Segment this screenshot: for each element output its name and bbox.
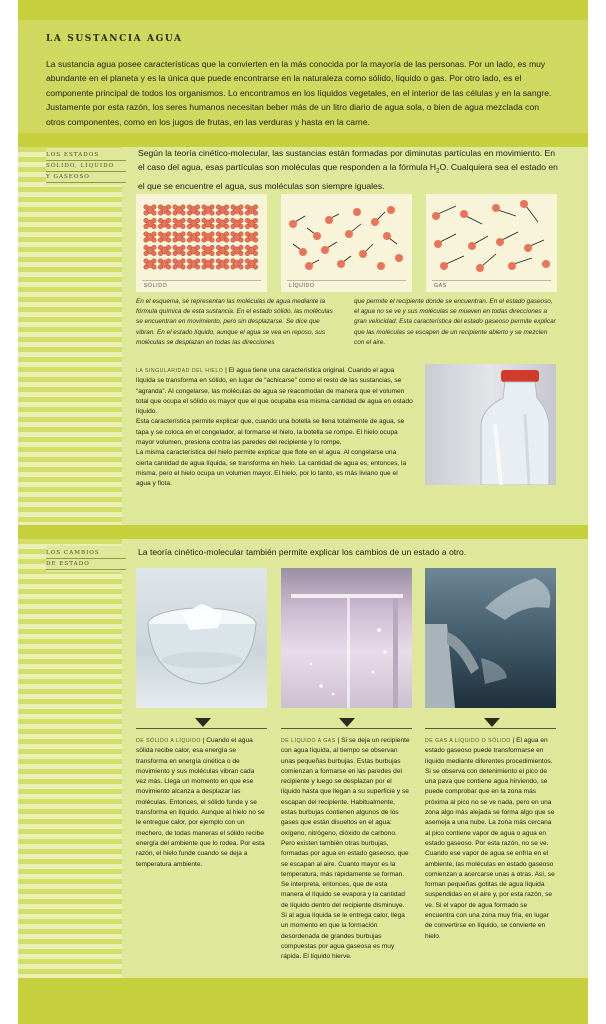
gas-diagram xyxy=(426,194,557,292)
bottle-illustration xyxy=(425,364,556,485)
solid-molecules xyxy=(136,194,267,278)
top-band xyxy=(18,0,588,20)
boiling-water-photo xyxy=(281,568,412,708)
intro-paragraph: La sustancia agua posee características que la convierten en la más conocida por la mayoría de las personas. Por un lado, es muy abundante en el planeta y es la única que puede encontrarse en la naturaleza como sólido, líquido o gas. Por otro lado, es el componente principal de todos los organismos. Lo encontramos en los líquidos vegetales, en el interior de las células y en la sangre. Justamente por esta razón, los seres humanos necesitan beber más de un litro diario de agua sola, o bien de agua mezclada con otros componentes, como en los jugos de frutas, en las verduras y hasta en la carne. xyxy=(46,59,552,127)
changes-lead: La teoría cinético-molecular también permite explicar los cambios de un estado a otro. xyxy=(138,547,467,557)
solid-diagram xyxy=(136,194,267,292)
molecule xyxy=(158,245,170,255)
molecule xyxy=(173,232,185,242)
molecule xyxy=(187,232,199,242)
ice-bowl-illustration xyxy=(136,568,267,708)
molecule xyxy=(144,245,156,255)
molecule xyxy=(202,205,214,215)
molecule xyxy=(245,259,257,269)
section-divider xyxy=(18,525,588,539)
gas-molecules xyxy=(426,194,557,278)
liquid-molecules xyxy=(281,194,412,278)
gas-label: GAS xyxy=(434,283,447,289)
molecule xyxy=(216,232,228,242)
molecule xyxy=(187,245,199,255)
side-stripes xyxy=(18,539,122,978)
molecule xyxy=(216,205,228,215)
molecule xyxy=(231,218,243,228)
liquid-to-gas-kicker: DE LÍQUIDO A GAS xyxy=(281,738,336,744)
kettle-illustration xyxy=(425,568,556,708)
molecule xyxy=(144,218,156,228)
section-label-states: LOS ESTADOS SÓLIDO, LÍQUIDO Y GASEOSO xyxy=(46,148,126,185)
molecule xyxy=(231,245,243,255)
states-lead: Según la teoría cinético-molecular, las sustancias están formadas por diminutas partículas en movimiento. En el caso del agua, esas partículas son moléculas que responden a la fórmula $H_2O$. Cualquiera sea el estado en el que se encuentre el agua, sus moléculas son siempre iguales. xyxy=(138,148,558,191)
molecule xyxy=(158,205,170,215)
solid-label: SÓLIDO xyxy=(144,283,168,289)
ice-singularity-text: LA SINGULARIDAD DEL HIELO | El agua tiene una característica original. Cuando el agua líquida se transforma en sólido, en lugar de “achicarse” como el resto de las sustancias, se “agranda”. Al congelarse, las moléculas de agua se reacomodan de manera que el volumen total que ocupa el sólido es mayor que el que ocupaba esa misma cantidad de agua en estado líquido. Esta característica permite explicar que, cuando una botella se llena totalmente de agua, se tapa y se coloca en el congelador, al formarse el hielo, la botella se rompe. El hielo ocupa mayor volumen, presiona contra las paredes del recipiente y lo rompe. La misma característica del hielo permite explicar que flote en el agua. Al congelarse una cierta cantidad de agua líquida, se transforma en hielo. La cantidad de agua es, entonces, la misma, pero el hielo ocupa un volumen mayor. El hielo, por lo tanto, es más liviano que el agua y flota. xyxy=(136,367,413,488)
molecule xyxy=(173,259,185,269)
textbook-page xyxy=(18,0,588,1024)
molecule xyxy=(231,205,243,215)
molecule xyxy=(144,232,156,242)
molecule xyxy=(202,218,214,228)
side-stripes xyxy=(18,147,122,525)
molecule xyxy=(173,245,185,255)
molecule xyxy=(202,232,214,242)
liquid-diagram xyxy=(281,194,412,292)
molecule xyxy=(187,259,199,269)
arrow-down-icon xyxy=(195,718,211,727)
liquid-to-gas-text: DE LÍQUIDO A GAS | Si se deja un recipiente con agua líquida, al tiempo se observan unas pequeñas burbujas. Estas burbujas comienzan a formarse en las paredes del recipiente y luego se desplazan por el líquido hasta que llegan a su superficie y se escapan del recipiente. Habitualmente, estas burbujas contienen algunos de los gases que están disueltos en el agua: oxígeno, nitrógeno, dióxido de carbono. Pero existen también otras burbujas, formadas por agua en estado gaseoso, que se escapan al aire. Cuanto mayor es la temperatura, más rápidamente se forman. Se interpreta, entonces, que de esta manera el líquido se evapora y la cantidad de líquido dentro del recipiente disminuye. Si al agua líquida se le entrega calor, llega un momento en que la formación desordenada de grandes burbujas compuestas por agua gaseosa es muy rápida. El líquido hierve. xyxy=(281,737,410,961)
molecule xyxy=(173,218,185,228)
bubbles-illustration xyxy=(281,568,412,708)
molecule xyxy=(173,205,185,215)
molecule xyxy=(202,259,214,269)
frozen-bottle-photo xyxy=(425,364,556,485)
intro-section xyxy=(18,20,588,133)
molecule xyxy=(245,218,257,228)
ice-kicker: LA SINGULARIDAD DEL HIELO xyxy=(136,368,224,374)
molecule xyxy=(158,259,170,269)
molecule xyxy=(216,245,228,255)
molecule xyxy=(158,232,170,242)
arrow-down-icon xyxy=(484,718,500,727)
gas-to-liquid-kicker: DE GAS A LÍQUIDO O SÓLIDO xyxy=(425,738,511,744)
molecule xyxy=(216,259,228,269)
solid-to-liquid-text: DE SÓLIDO A LÍQUIDO | Cuando el agua sólida recibe calor, esa energía se transforma en energía cinética o de movimiento y sus moléculas vibran cada vez más. Llega un momento en que ese movimiento alcanza a desplazar las moléculas. Entonces, el sólido funde y se transforma en líquido. Aunque al hielo no se le entregue calor, por ejemplo con un mechero, de todas maneras el sólido recibe energía del ambiente que lo rodea. Por esta razón, el hielo funde cuando se deja a temperatura ambiente. xyxy=(136,737,265,868)
molecule xyxy=(187,218,199,228)
molecule xyxy=(144,205,156,215)
molecule xyxy=(202,245,214,255)
page-title: LA SUSTANCIA AGUA xyxy=(46,34,183,44)
molecule xyxy=(245,205,257,215)
arrow-down-icon xyxy=(339,718,355,727)
section-divider xyxy=(18,133,588,147)
liquid-label: LÍQUIDO xyxy=(289,283,315,289)
melting-ice-photo xyxy=(136,568,267,708)
molecule xyxy=(216,218,228,228)
diagram-caption-left: En el esquema, se representan las moléculas de agua mediante la fórmula química de esta sustancia. En el estado sólido, las moléculas se encuentran en movimiento, pero sin desplazarse. Se dice que vibran. En el estado líquido, aunque el agua se vea en reposo, sus moléculas se desplazan en todas las direcciones xyxy=(136,298,333,346)
molecule xyxy=(187,205,199,215)
molecule xyxy=(231,232,243,242)
solid-to-liquid-kicker: DE SÓLIDO A LÍQUIDO xyxy=(136,738,201,744)
molecule xyxy=(245,245,257,255)
section-label-changes: LOS CAMBIOS DE ESTADO xyxy=(46,546,126,572)
molecule xyxy=(231,259,243,269)
kettle-steam-photo xyxy=(425,568,556,708)
molecule xyxy=(158,218,170,228)
molecule xyxy=(144,259,156,269)
gas-to-liquid-text: DE GAS A LÍQUIDO O SÓLIDO | El agua en estado gaseoso puede transformarse en líquido mediante diferentes procedimientos. Si se observa con detenimiento el pico de una pava que contiene agua hirviendo, se puede comprobar que en la zona más próxima al pico no se ve nada, pero en una zona algo más alejada se forma algo que se asemeja a una nube. La zona más cercana al pico contiene vapor de agua o agua en estado gaseoso. Por esta razón, no se ve. Cuando ese vapor de agua se enfría en el ambiente, las moléculas en estado gaseoso comienzan a acercarse unas a otras. Así, se forman pequeñas gotitas de agua líquida suspendidas en el aire y, por esta razón, se ve. Si el vapor de agua formado se encuentra con una zona muy fría, en lugar de convertirse en líquido, se convierte en hielo. xyxy=(425,737,555,940)
molecule xyxy=(245,232,257,242)
diagram-caption-right: que permite el recipiente donde se encuentran. En el estado gaseoso, el agua no se ve y sus moléculas se mueven en todas direcciones a gran velocidad. Esta característica del estado gaseoso permite explicar que las moléculas se escapen de un recipiente abierto y se mezclen con el aire. xyxy=(354,298,556,346)
bottom-band xyxy=(18,978,588,1024)
